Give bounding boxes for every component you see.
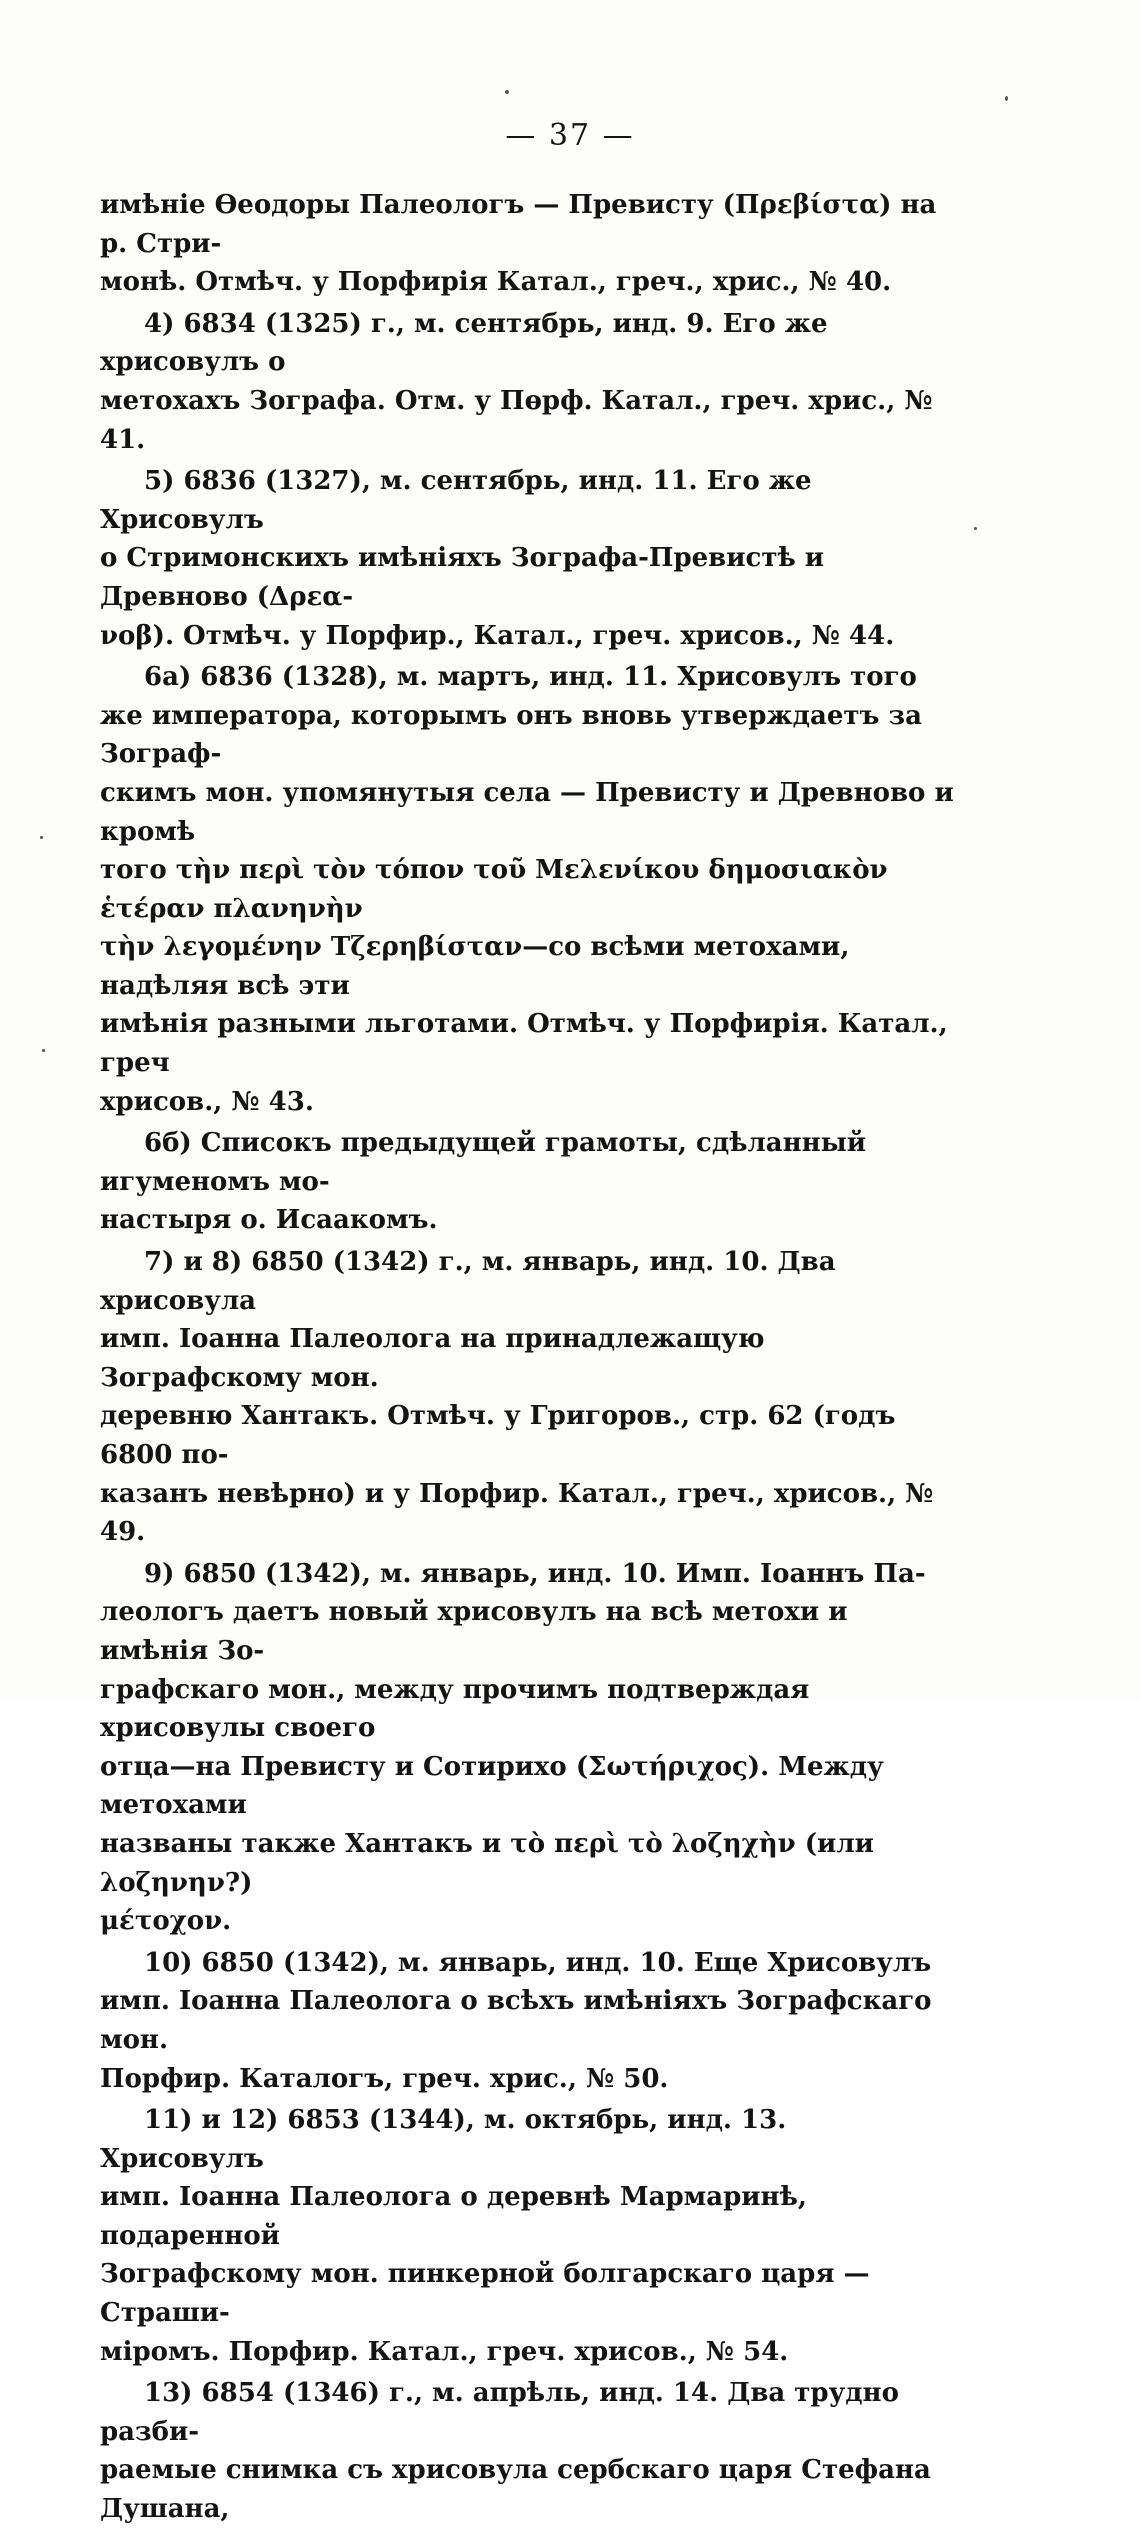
text-line: имѣніе Ѳеодоры Палеологъ — Превисту (Πρεβίστα) на р. Стри- (100, 190, 946, 259)
text-line: метохахъ Зографа. Отм. у Пөрф. Катал., греч. хрис., № 41. (100, 385, 942, 455)
text-line: 9) 6850 (1342), м. январь, инд. 10. Имп. Іоаннъ Па- (144, 1558, 926, 1589)
text-line: 13) 6854 (1346) г., м. апрѣль, инд. 14. Два трудно разби- (100, 2378, 908, 2447)
text-line: же императора, которымъ онъ вновь утверждаетъ за Зограф- (100, 700, 931, 770)
paragraph (100, 305, 956, 459)
text-line: міромъ. Порфир. Катал., греч. хрисов., № 54. (100, 2336, 789, 2367)
text-line: хрисов., № 43. (100, 1086, 314, 1117)
text-line: νοβ). Отмѣч. у Порфир., Катал., греч. хрисов., № 44. (100, 620, 895, 651)
text-line: скимъ мон. упомянутыя села — Превисту и Древново и кромѣ (100, 777, 963, 847)
text-line: 10) 6850 (1342), м. январь, инд. 10. Еще Хрисовулъ (144, 1947, 932, 1978)
paragraph (100, 186, 956, 302)
text-line: 6а) 6836 (1328), м. мартъ, инд. 11. Хрисовулъ того (144, 662, 917, 693)
scan-speck (1005, 96, 1008, 101)
paragraph (100, 2101, 956, 2371)
text-line: имп. Іоанна Палеолога о деревнѣ Мармаринѣ, подаренной (100, 2182, 816, 2251)
text-line: монѣ. Отмѣч. у Порфирія Катал., греч., хрис., № 40. (100, 267, 892, 298)
text-line: деревню Хантакъ. Отмѣч. у Григоров., стр. 62 (годъ 6800 по- (100, 1401, 905, 1470)
text-line: графскаго мон., между прочимъ подтверждая хрисовулы своего (100, 1674, 819, 1744)
text-line: названы также Хантакъ и τὸ περὶ τὸ λοζηχὴν (или λοζηνην?) (100, 1828, 883, 1898)
paragraph (100, 1124, 956, 1240)
page-number: — 37 — (505, 118, 635, 153)
paragraph (100, 658, 963, 1121)
text-line: 4) 6834 (1325) г., м. сентябрь, инд. 9. Его же хрисовулъ о (100, 308, 837, 378)
text-line: раемые снимка съ хрисовула сербскаго царя Стефана Душана, (100, 2455, 940, 2525)
paragraph (100, 2374, 956, 2528)
text-line: имѣнія разными льготами. Отмѣч. у Порфирія. Катал., греч (100, 1009, 957, 1079)
paragraph (100, 1944, 956, 2098)
text-line: отца—на Превисту и Сотирихо (Σωτήριχος). Между метохами (100, 1751, 893, 1821)
scan-speck (42, 1049, 45, 1052)
text-line: Зографскому мон. пинкерной болгарскаго царя — Страши- (100, 2259, 879, 2329)
scan-speck (974, 527, 977, 530)
text-line: 6б) Списокъ предыдущей грамоты, сдѣланный игуменомъ мо- (100, 1128, 876, 1197)
text-line: леологъ даетъ новый хрисовулъ на всѣ метохи и имѣнія Зо- (100, 1597, 857, 1666)
paragraph (100, 1243, 956, 1552)
text-line: казанъ невѣрно) и у Порфир. Катал., греч., хрисов., № 49. (100, 1478, 943, 1548)
text-line: μέτοχον. (100, 1906, 232, 1937)
text-line: настыря о. Исаакомъ. (100, 1205, 438, 1236)
paragraph (100, 1555, 956, 1941)
body-text (100, 186, 963, 2532)
text-line: о Стримонскихъ имѣніяхъ Зографа-Превистѣ и Древново (Δρεα- (100, 543, 834, 612)
scan-speck (505, 90, 509, 94)
text-line: 11) и 12) 6853 (1344), м. октябрь, инд. 13. Хрисовулъ (100, 2105, 796, 2174)
text-line: имп. Іоанна Палеолога на принадлежащую Зографскому мон. (100, 1324, 774, 1393)
text-line: того τὴν περὶ τὸν τόπον τοῦ Μελενίκου δημοσιακὸν ἑτέραν πλανηνὴν (100, 855, 897, 924)
text-line: 7) и 8) 6850 (1342) г., м. январь, инд. 10. Два хрисовула (100, 1247, 845, 1316)
text-line: τὴν λεγομένην Τζερηβίσταν—со всѣми метохами, надѣляя всѣ эти (100, 932, 859, 1001)
text-line: Порфир. Каталогъ, греч. хрис., № 50. (100, 2063, 669, 2094)
scan-speck (40, 836, 43, 839)
paragraph (100, 462, 956, 655)
text-line: 5) 6836 (1327), м. сентябрь, инд. 11. Его же Хрисовулъ (100, 466, 821, 535)
text-line: имп. Іоанна Палеолога о всѣхъ имѣніяхъ Зографскаго мон. (100, 1986, 941, 2055)
